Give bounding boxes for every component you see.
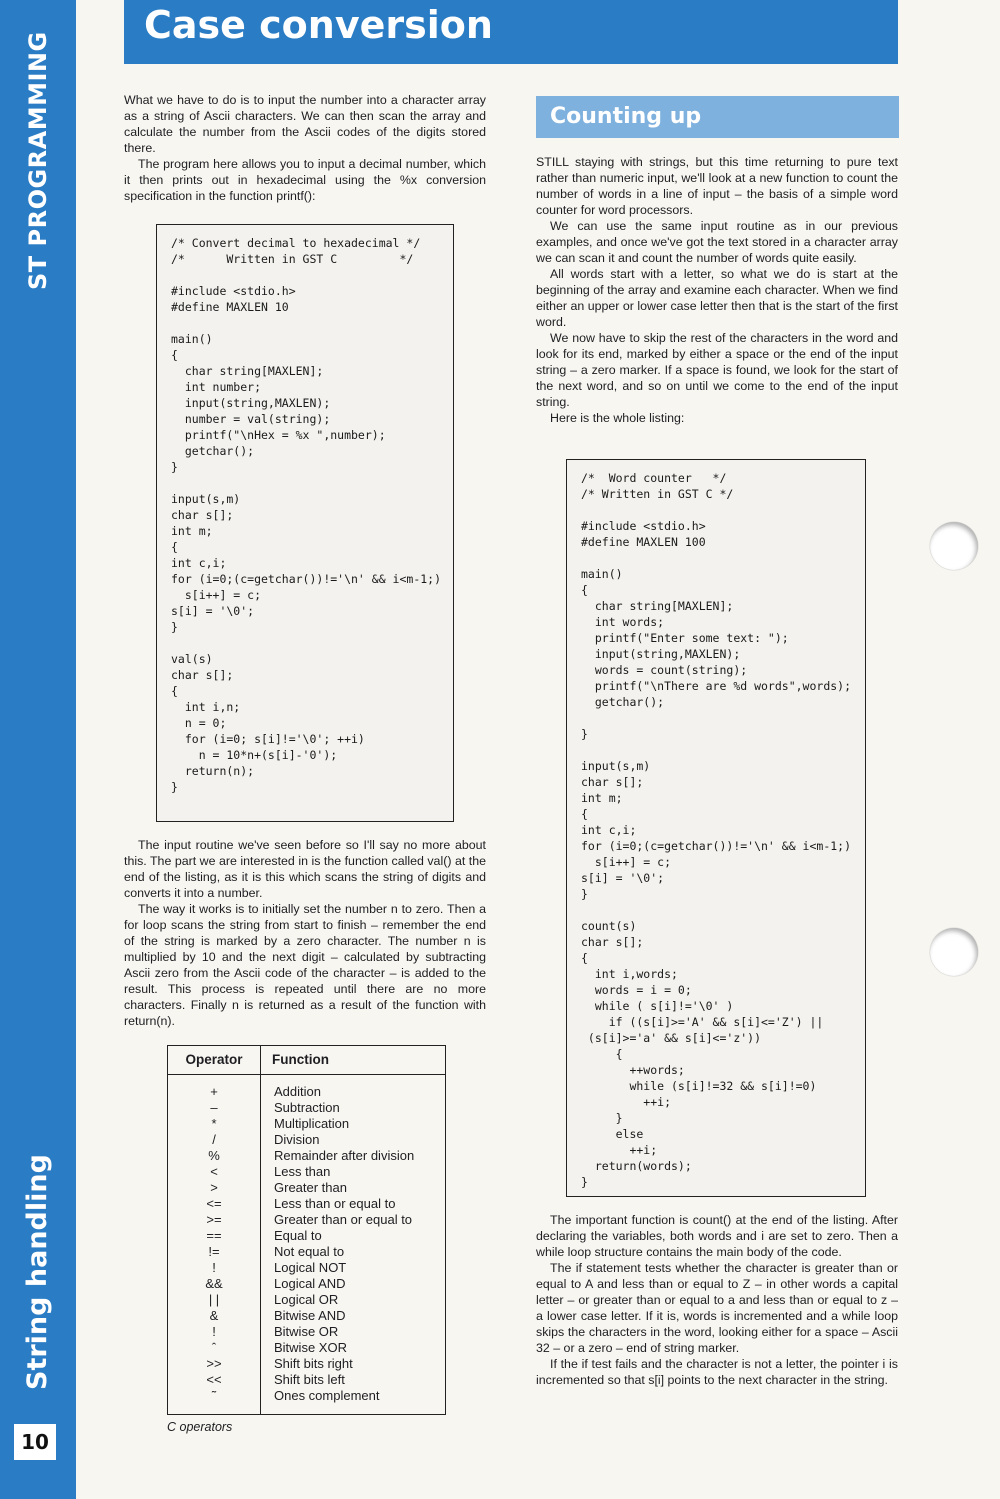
operator-function: Multiplication xyxy=(274,1116,350,1131)
left-intro xyxy=(124,92,486,204)
paragraph: All words start with a letter, so what we do is start at the beginning of the array and examine each character. When we find either an upper or lower case letter then that is the start of the first word. xyxy=(536,267,898,329)
paragraph: We now have to skip the rest of the characters in the word and look for its end, marked by either a space or the end of the input string – a zero marker. If a space is found, we look for the start of the next word, and so on until we come to the end of the input string. xyxy=(536,331,898,409)
operator-symbol: == xyxy=(206,1228,222,1243)
hex-code-listing: /* Convert decimal to hexadecimal */ /* Written in GST C */ #include <stdio.h> #define MAXLEN 10 main() { char string[MAXLEN]; int number; input(string,MAXLEN); number = val(string); printf("\nHex = %x ",number); getchar(); } input(s,m) char s[]; int m; { int c,i; for (i=0;(c=getchar())!='\n' && i<m-1;) s[i++] = c; s[i] = '\0'; } val(s) char s[]; { int i,n; n = 0; for (i=0; s[i]!='\0'; ++i) n = 10*n+(s[i]-'0'); return(n); } xyxy=(171,236,442,794)
column-divider xyxy=(260,1046,261,1414)
operator-function: Bitwise OR xyxy=(274,1324,339,1339)
operator-symbol: && xyxy=(205,1276,223,1291)
chapter-label: String handling xyxy=(22,1154,53,1390)
page-number: 10 xyxy=(14,1424,56,1460)
operator-symbol: > xyxy=(210,1180,218,1195)
table-header xyxy=(168,1046,445,1075)
operator-symbol: – xyxy=(210,1100,218,1115)
operator-function: Logical OR xyxy=(274,1292,339,1307)
operator-symbol: + xyxy=(210,1084,218,1099)
operator-function: Addition xyxy=(274,1084,321,1099)
operator-column xyxy=(168,1084,260,1404)
binder-hole xyxy=(930,928,978,976)
subheading: Counting up xyxy=(550,104,702,129)
paragraph: STILL staying with strings, but this time returning to pure text rather than numeric input, we'll look at a new function to count the number of words in a line of input – the basis of a simple word counter for word processors. xyxy=(536,155,898,217)
hex-listing-box xyxy=(156,224,454,822)
paragraph: The program here allows you to input a decimal number, which it then prints out in hexadecimal using the %x conversion specification in the function printf(): xyxy=(124,157,486,203)
operator-symbol: ! xyxy=(212,1260,216,1275)
operator-symbol: < xyxy=(210,1164,218,1179)
operator-function: Less than xyxy=(274,1164,331,1179)
operator-symbol: & xyxy=(209,1308,219,1323)
paragraph: If the if test fails and the character is not a letter, the pointer i is incremented so that s[i] points to the next character in the string. xyxy=(536,1357,898,1387)
operator-symbol: >> xyxy=(206,1356,222,1371)
operator-function: Bitwise XOR xyxy=(274,1340,347,1355)
header-function: Function xyxy=(272,1052,329,1067)
sidebar xyxy=(0,0,76,1499)
paragraph: The important function is count() at the end of the listing. After declaring the variables, both words and i are set to zero. Then a while loop structure contains the main body of the code. xyxy=(536,1213,898,1259)
operator-function: Not equal to xyxy=(274,1244,345,1259)
operator-symbol: >= xyxy=(206,1212,222,1227)
operator-symbol: << xyxy=(206,1372,222,1387)
operator-table xyxy=(167,1045,446,1415)
operator-function: Subtraction xyxy=(274,1100,340,1115)
operator-function: Greater than xyxy=(274,1180,347,1195)
operator-function: Logical NOT xyxy=(274,1260,347,1275)
paragraph: Here is the whole listing: xyxy=(550,411,685,425)
operator-function: Shift bits left xyxy=(274,1372,345,1387)
operator-function: Shift bits right xyxy=(274,1356,353,1371)
paragraph: The input routine we've seen before so I'll say no more about this. The part we are interested in is the function called val() at the end of the listing, as it is this which scans the string of digits and converts it into a number. xyxy=(124,838,486,900)
title-banner xyxy=(124,0,898,64)
operator-function: Logical AND xyxy=(274,1276,346,1291)
operator-function: Remainder after division xyxy=(274,1148,415,1163)
left-explanation xyxy=(124,837,486,1029)
operator-function: Less than or equal to xyxy=(274,1196,396,1211)
paragraph: The if statement tests whether the character is greater than or equal to A and less than or equal to Z – in other words a capital letter – or greater than or equal to a and less than or equal to z – a lower case letter. If it is, words is incremented and a while loop skips the characters in the word, looking either for a space – Ascii 32 – or a zero – end of string marker. xyxy=(536,1261,898,1355)
right-intro xyxy=(536,154,898,426)
operator-function: Equal to xyxy=(274,1228,322,1243)
binder-hole xyxy=(930,522,978,570)
operator-function: Ones complement xyxy=(274,1388,380,1403)
operator-symbol: % xyxy=(208,1148,220,1163)
operator-function: Division xyxy=(274,1132,320,1147)
header-operator: Operator xyxy=(185,1052,243,1067)
operator-symbol: ˜ xyxy=(211,1388,217,1403)
operator-symbol: != xyxy=(208,1244,220,1259)
operator-function: Greater than or equal to xyxy=(274,1212,413,1227)
operator-symbol: <= xyxy=(206,1196,222,1211)
word-counter-listing-box xyxy=(566,459,866,1197)
function-column xyxy=(274,1084,414,1404)
page-title: Case conversion xyxy=(144,3,493,47)
operator-symbol: / xyxy=(212,1132,216,1147)
operator-symbol: | | xyxy=(208,1292,220,1307)
section-label: ST PROGRAMMING xyxy=(24,31,52,290)
operator-symbol: ˆ xyxy=(211,1340,217,1355)
paragraph: We can use the same input routine as in our previous examples, and once we've got the text stored in a character array we can scan it and count the number of words quite easily. xyxy=(536,219,898,265)
right-explanation xyxy=(536,1212,898,1388)
word-counter-code-listing: /* Word counter */ /* Written in GST C */ #include <stdio.h> #define MAXLEN 100 main() { char string[MAXLEN]; int words; printf("Enter some text: "); input(string,MAXLEN); words = count(string); printf("\nThere are %d words",words); getchar(); } input(s,m) char s[]; int m; { int c,i; for (i=0;(c=getchar())!='\n' && i<m-1;) s[i++] = c; s[i] = '\0'; } count(s) char s[]; { int i,words; words = i = 0; while ( s[i]!='\0' ) if ((s[i]>='A' && s[i]<='Z') || (s[i]>='a' && s[i]<='z')) { ++words; while (s[i]!=32 && s[i]!=0) ++i; } else ++i; return(words); } xyxy=(581,471,852,1189)
operator-symbol: * xyxy=(211,1116,217,1131)
operator-function: Bitwise AND xyxy=(274,1308,346,1323)
operator-symbol: ! xyxy=(212,1324,216,1339)
paragraph: What we have to do is to input the number into a character array as a string of Ascii characters. We can then scan the array and calculate the number from the Ascii codes of the digits stored there. xyxy=(124,93,486,155)
subheading-banner xyxy=(536,96,899,138)
paragraph: The way it works is to initially set the number n to zero. Then a for loop scans the string from start to finish – remember the end of the string is marked by a zero character. The number n is multiplied by 10 and the next digit – calculated by subtracting Ascii zero from the Ascii code of the character – is added to the result. This process is repeated until there are no more characters. Finally n is returned as a result of the function with return(n). xyxy=(124,902,486,1028)
table-caption: C operators xyxy=(167,1420,233,1434)
